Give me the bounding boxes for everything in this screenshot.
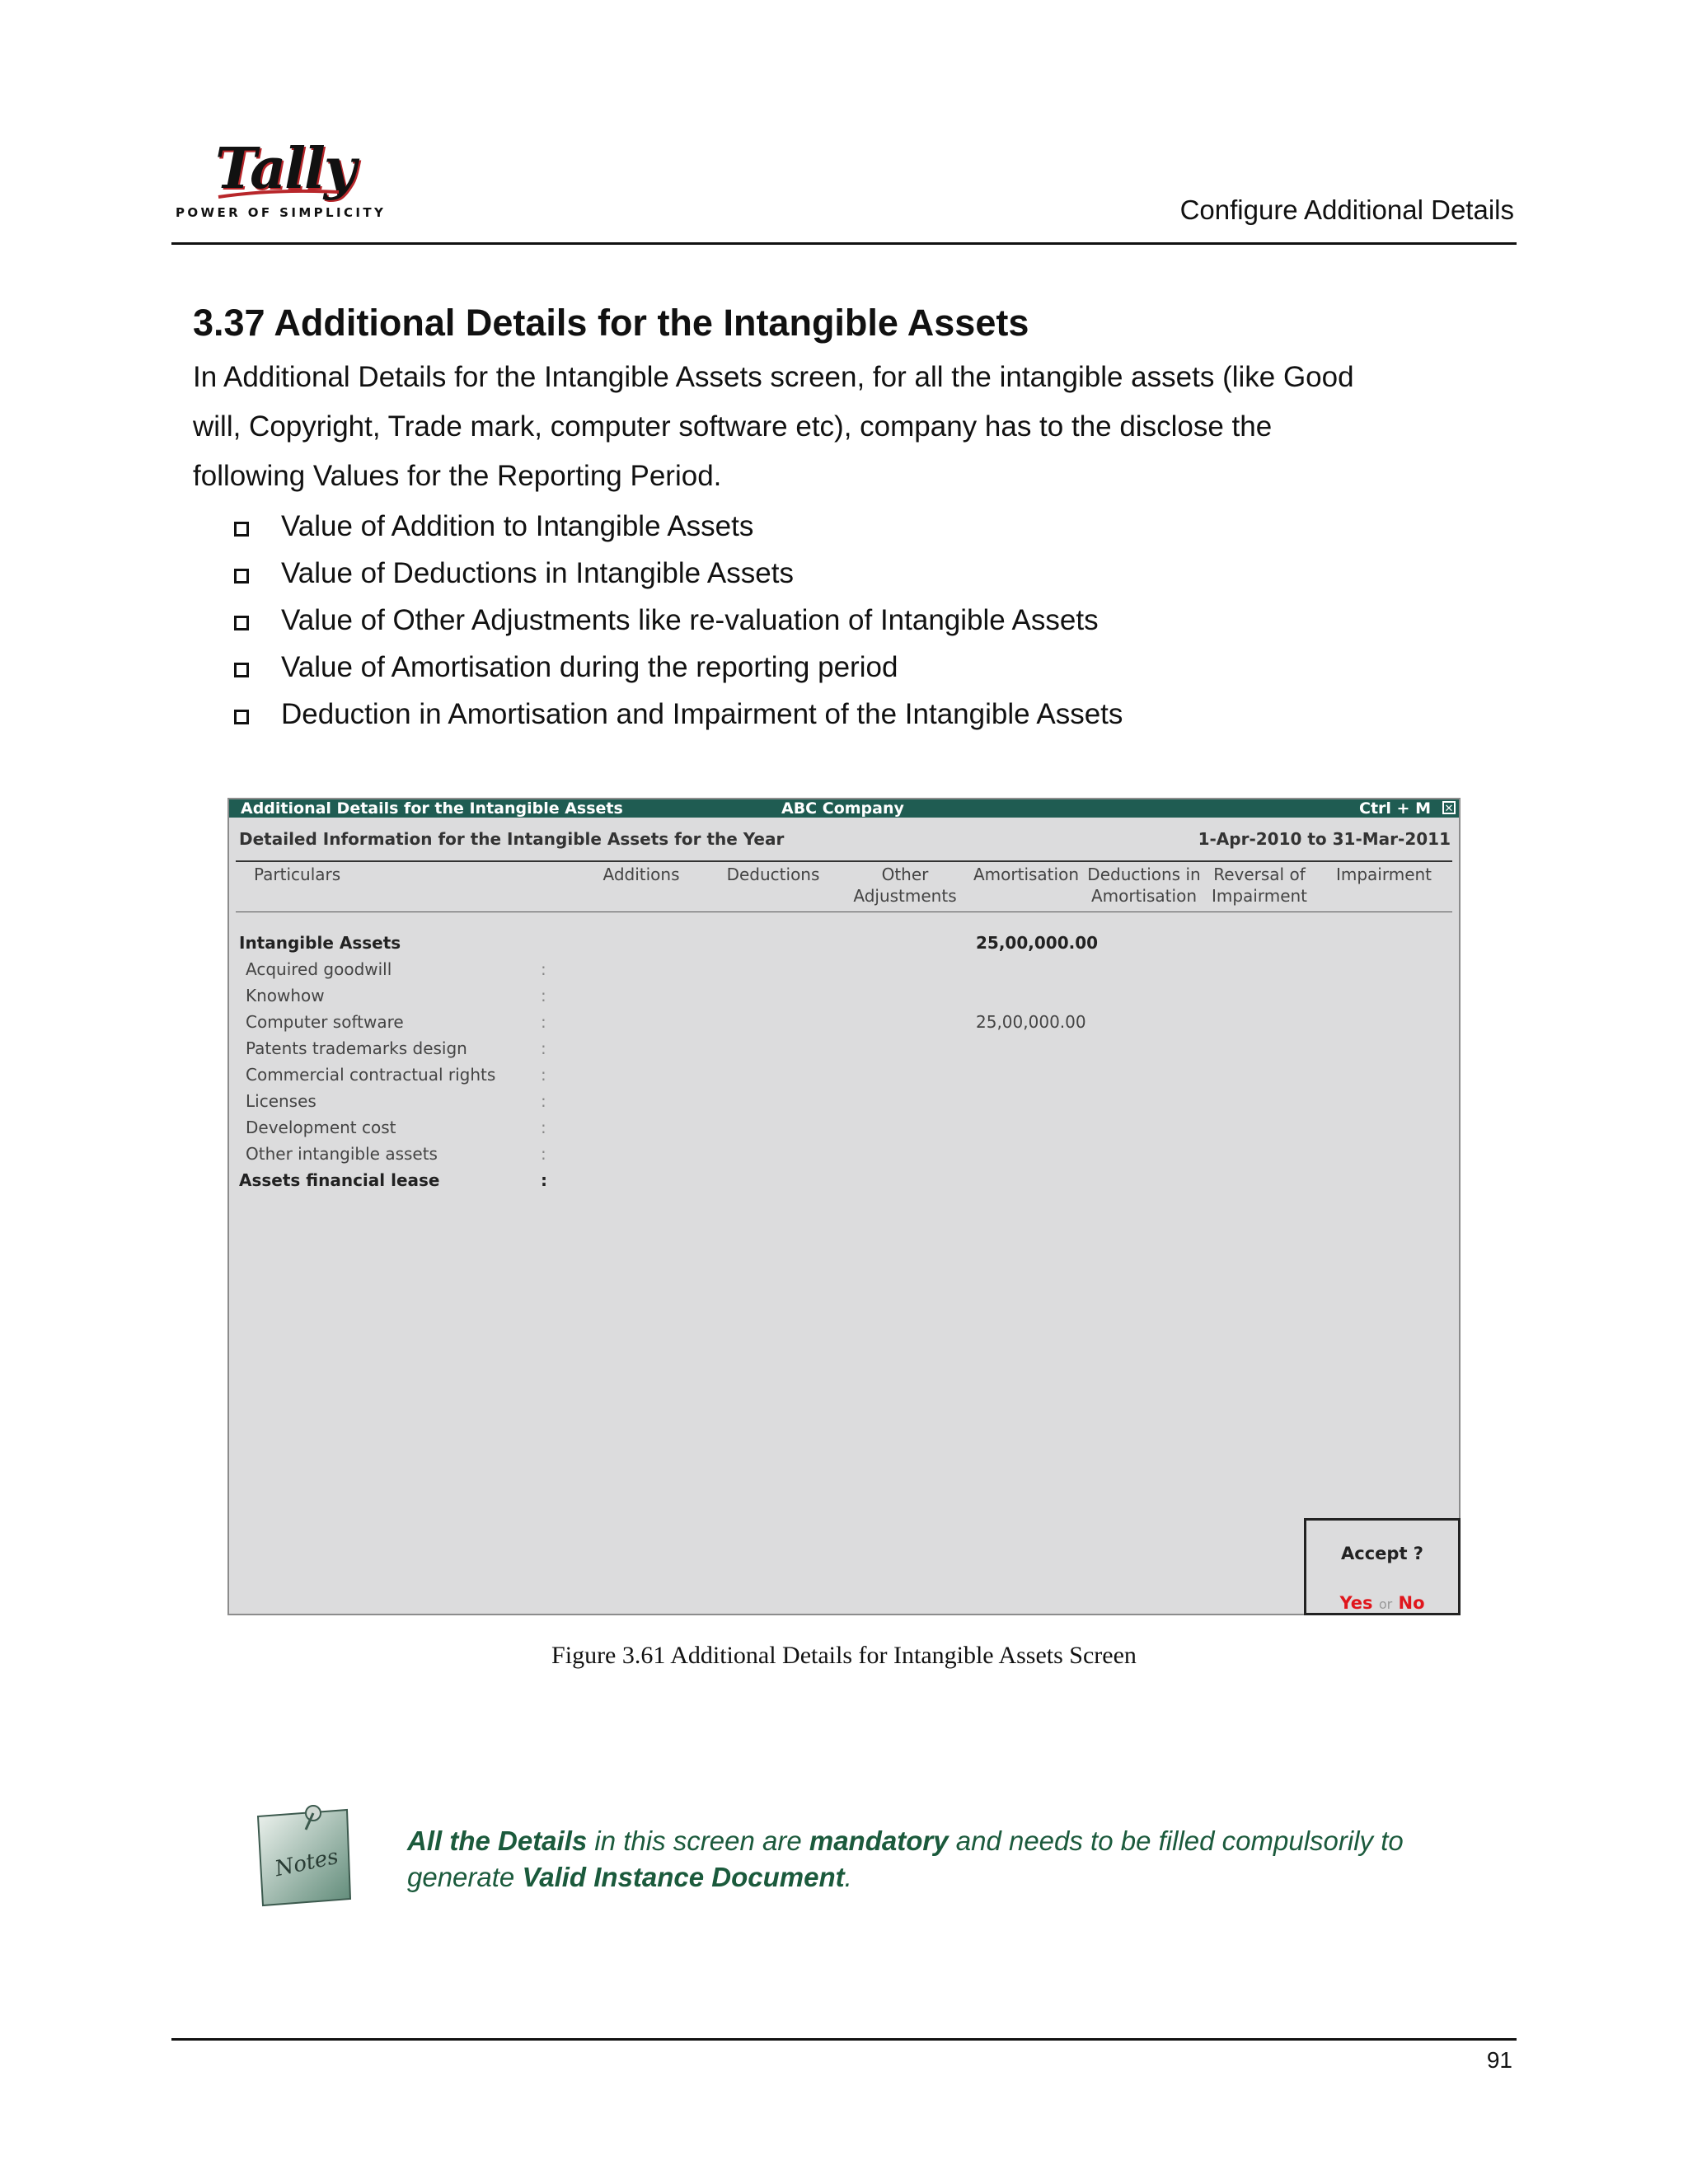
header-rule	[171, 242, 1517, 245]
accept-options	[1306, 1593, 1458, 1613]
square-bullet-icon	[234, 616, 249, 630]
col-reversal-impairment: Reversal of Impairment	[1211, 865, 1308, 906]
logo-wordmark: Tally	[215, 136, 355, 202]
bullet-list	[234, 503, 1123, 738]
row-development-cost[interactable]: Development cost	[246, 1118, 396, 1137]
row-other-intangible[interactable]: Other intangible assets	[246, 1144, 438, 1164]
square-bullet-icon	[234, 569, 249, 583]
row-computer-software[interactable]: Computer software	[246, 1012, 404, 1032]
logo-swoosh-icon	[217, 187, 340, 200]
close-icon[interactable]: ✕	[1442, 801, 1456, 814]
screen-title: Additional Details for the Intangible Assets	[241, 799, 623, 818]
page-number: 91	[1486, 2047, 1512, 2073]
square-bullet-icon	[234, 663, 249, 677]
col-deductions-amortisation: Deductions in Amortisation	[1087, 865, 1201, 906]
group-assets-financial-lease[interactable]: Assets financial lease	[239, 1170, 440, 1190]
square-bullet-icon	[234, 522, 249, 537]
bullet-item: Value of Addition to Intangible Assets	[234, 503, 1123, 550]
period-label: 1-Apr-2010 to 31-Mar-2011	[1198, 829, 1451, 849]
accept-no-button[interactable]: No	[1398, 1593, 1425, 1613]
logo-tagline: POWER OF SIMPLICITY	[176, 205, 387, 220]
notes-pad-icon	[251, 1797, 359, 1912]
amortisation-value: 25,00,000.00	[976, 933, 1099, 953]
row-colon: :	[541, 959, 546, 979]
col-other-adjustments: Other Adjustments	[853, 865, 957, 906]
note-text: All the Details in this screen are mandatory and needs to be filled compulsorily to generate Valid Instance Document.	[407, 1825, 1404, 1892]
running-head: Configure Additional Details	[1179, 194, 1514, 225]
row-colon: :	[541, 1038, 546, 1058]
col-impairment: Impairment	[1335, 865, 1432, 884]
col-deductions: Deductions	[726, 865, 820, 884]
row-colon: :	[541, 986, 546, 1005]
row-licenses[interactable]: Licenses	[246, 1091, 316, 1111]
accept-or-label: or	[1378, 1596, 1393, 1612]
screen-title-bar	[229, 799, 1459, 818]
tally-logo	[176, 136, 387, 227]
col-additions: Additions	[603, 865, 680, 884]
figure-caption: Figure 3.61 Additional Details for Intangible Assets Screen	[551, 1642, 1137, 1669]
bullet-item: Value of Deductions in Intangible Assets	[234, 550, 1123, 597]
section-heading: 3.37 Additional Details for the Intangible Assets	[193, 302, 1029, 344]
group-intangible-assets[interactable]: Intangible Assets	[239, 933, 401, 953]
screen-subtitle: Detailed Information for the Intangible Assets for the Year	[239, 829, 785, 849]
svg-text:Notes: Notes	[272, 1844, 341, 1882]
shortcut-label: Ctrl + M	[1359, 799, 1431, 818]
row-colon: :	[541, 1065, 546, 1085]
row-patents-trademarks[interactable]: Patents trademarks design	[246, 1038, 467, 1058]
bullet-item: Value of Other Adjustments like re-valuation of Intangible Assets	[234, 597, 1123, 644]
row-colon: :	[541, 1144, 546, 1164]
row-knowhow[interactable]: Knowhow	[246, 986, 325, 1005]
company-name: ABC Company	[781, 799, 904, 818]
accept-yes-button[interactable]: Yes	[1339, 1593, 1373, 1613]
amortisation-value[interactable]: 25,00,000.00	[976, 1012, 1086, 1032]
accept-question: Accept ?	[1341, 1544, 1423, 1563]
bullet-item: Value of Amortisation during the reporting period	[234, 644, 1123, 691]
accept-dialog	[1304, 1518, 1461, 1615]
notes-icon	[251, 1797, 359, 1912]
row-colon: :	[541, 1012, 546, 1032]
intro-paragraph: In Additional Details for the Intangible Assets screen, for all the intangible assets (like Good will, Copyright, Trade mark, computer software etc), company has to the disclose the following Values for the Reporting Period.	[193, 361, 1354, 492]
row-acquired-goodwill[interactable]: Acquired goodwill	[246, 959, 392, 979]
col-amortisation: Amortisation	[973, 865, 1079, 884]
footer-rule	[171, 2038, 1517, 2041]
row-commercial-rights[interactable]: Commercial contractual rights	[246, 1065, 496, 1085]
header-divider	[236, 860, 1452, 862]
tally-screen	[227, 798, 1461, 1615]
row-colon: :	[541, 1170, 547, 1190]
row-colon: :	[541, 1118, 546, 1137]
col-particulars: Particulars	[254, 865, 341, 884]
square-bullet-icon	[234, 710, 249, 724]
bullet-item: Deduction in Amortisation and Impairment of the Intangible Assets	[234, 691, 1123, 738]
row-colon: :	[541, 1091, 546, 1111]
